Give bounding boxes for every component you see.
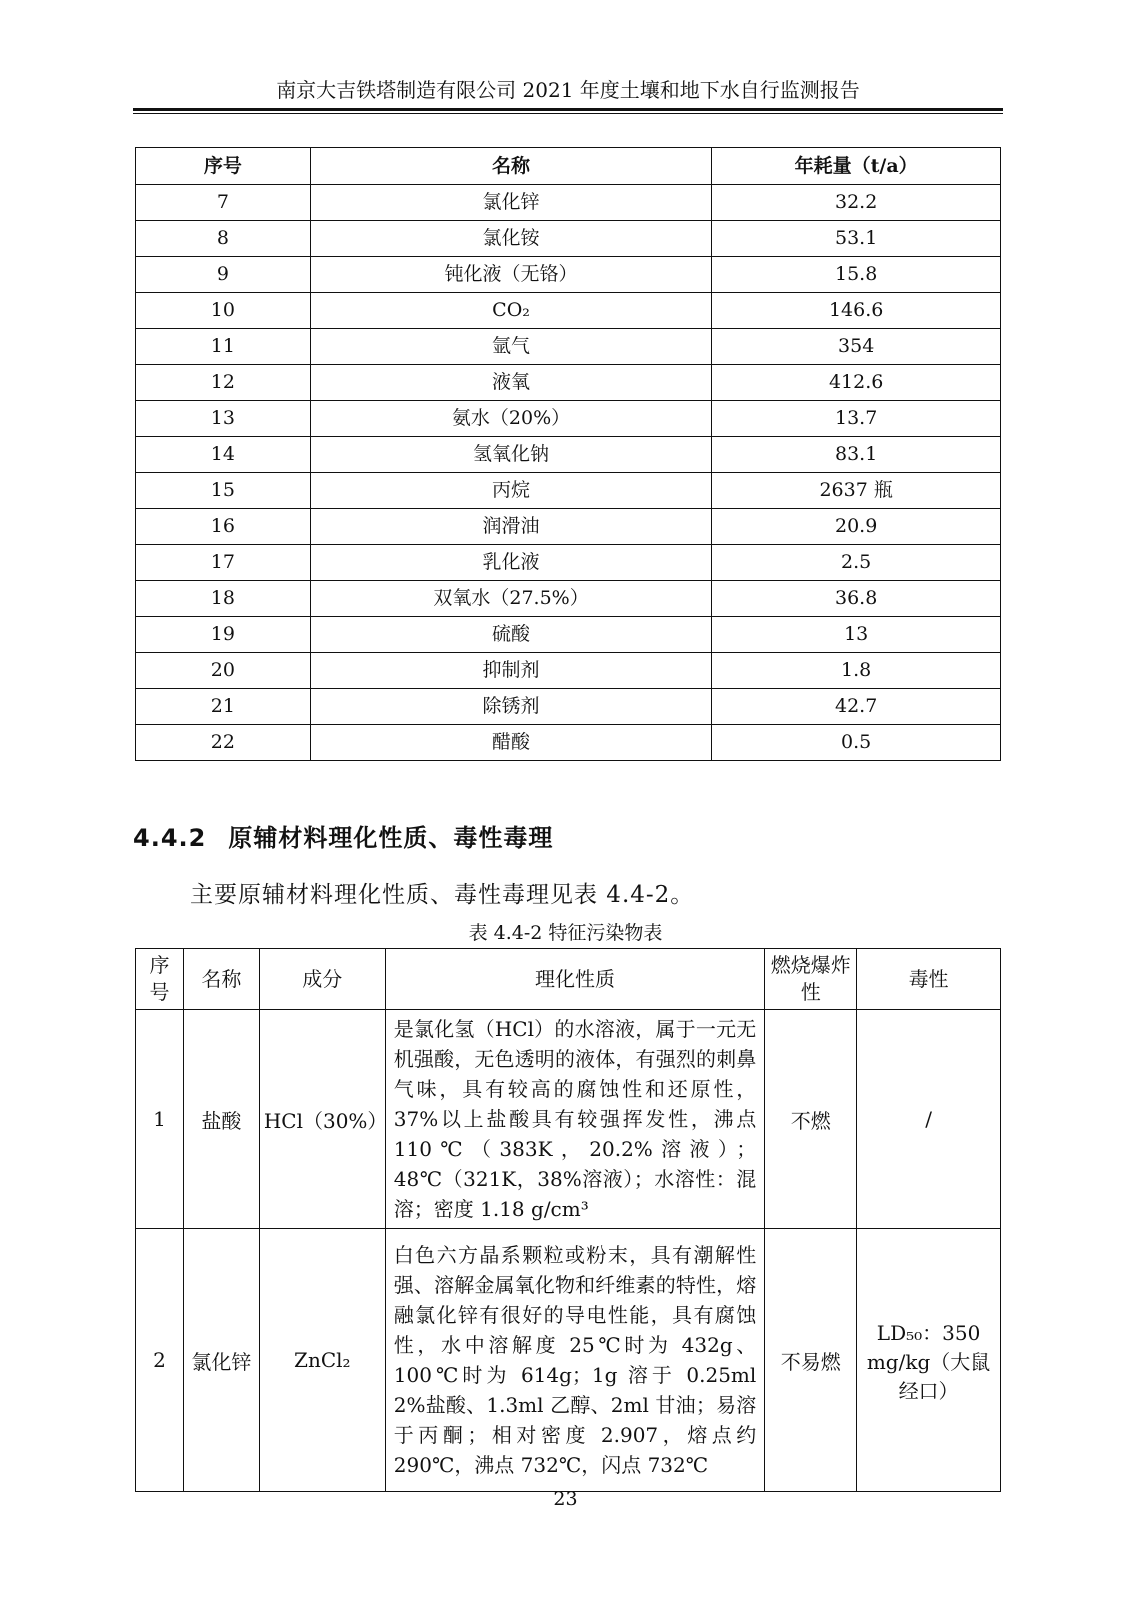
cell-name: 氢氧化钠 <box>310 437 712 473</box>
section-title: 原辅材料理化性质、毒性毒理 <box>228 824 554 852</box>
cell-consumption: 412.6 <box>712 365 1001 401</box>
table-row <box>136 1010 1001 1229</box>
cell-consumption: 354 <box>712 329 1001 365</box>
cell-consumption: 2.5 <box>712 545 1001 581</box>
table-row <box>136 509 1001 545</box>
cell-consumption: 53.1 <box>712 221 1001 257</box>
table-row <box>136 437 1001 473</box>
cell-no: 15 <box>136 473 311 509</box>
cell-consumption: 36.8 <box>712 581 1001 617</box>
body-paragraph: 主要原辅材料理化性质、毒性毒理见表 4.4-2。 <box>190 882 695 908</box>
table-row <box>136 689 1001 725</box>
cell-name: 盐酸 <box>183 1010 259 1229</box>
cell-name: 醋酸 <box>310 725 712 761</box>
cell-name: 液氧 <box>310 365 712 401</box>
table-caption: 表 4.4-2 特征污染物表 <box>468 922 663 944</box>
cell-name: 氯化锌 <box>183 1229 259 1492</box>
cell-no: 14 <box>136 437 311 473</box>
table-row <box>136 257 1001 293</box>
col-header-no: 序号 <box>136 148 311 185</box>
cell-toxicity: / <box>857 1010 1001 1229</box>
cell-consumption: 83.1 <box>712 437 1001 473</box>
cell-component: ZnCl₂ <box>259 1229 385 1492</box>
table-row <box>136 473 1001 509</box>
cell-properties: 是氯化氢（HCl）的水溶液，属于一元无机强酸，无色透明的液体，有强烈的刺鼻气味，具有较高的腐蚀性和还原性，37%以上盐酸具有较强挥发性，沸点 110℃（383K，20.2%溶液）；48℃（321K，38%溶液）；水溶性：混溶；密度 1.18 g/cm³ <box>385 1010 765 1229</box>
table-row <box>136 1229 1001 1492</box>
cell-no: 10 <box>136 293 311 329</box>
page-header: 南京大吉铁塔制造有限公司 2021 年度土壤和地下水自行监测报告 <box>276 78 860 102</box>
section-number: 4.4.2 <box>133 824 207 852</box>
table-row <box>136 617 1001 653</box>
cell-name: 氯化锌 <box>310 185 712 221</box>
consumption-table-body <box>136 185 1001 761</box>
cell-name: 双氧水（27.5%） <box>310 581 712 617</box>
cell-flammability: 不燃 <box>765 1010 857 1229</box>
cell-no: 11 <box>136 329 311 365</box>
table-row <box>136 401 1001 437</box>
header-rule <box>133 108 1003 111</box>
cell-name: 乳化液 <box>310 545 712 581</box>
table-row <box>136 581 1001 617</box>
cell-no: 2 <box>136 1229 184 1492</box>
cell-name: 抑制剂 <box>310 653 712 689</box>
col-header-no: 序号 <box>136 949 184 1010</box>
cell-consumption: 32.2 <box>712 185 1001 221</box>
cell-no: 18 <box>136 581 311 617</box>
cell-toxicity: LD₅₀：350 mg/kg（大鼠经口） <box>857 1229 1001 1492</box>
table-row <box>136 293 1001 329</box>
table-row <box>136 545 1001 581</box>
cell-consumption: 146.6 <box>712 293 1001 329</box>
table-row <box>136 365 1001 401</box>
cell-name: 氯化铵 <box>310 221 712 257</box>
col-header-component: 成分 <box>259 949 385 1010</box>
table-header-row <box>136 949 1001 1010</box>
cell-name: CO₂ <box>310 293 712 329</box>
cell-consumption: 20.9 <box>712 509 1001 545</box>
cell-name: 润滑油 <box>310 509 712 545</box>
cell-consumption: 42.7 <box>712 689 1001 725</box>
col-header-name: 名称 <box>310 148 712 185</box>
table-row <box>136 185 1001 221</box>
cell-consumption: 13 <box>712 617 1001 653</box>
cell-no: 13 <box>136 401 311 437</box>
cell-name: 钝化液（无铬） <box>310 257 712 293</box>
pollutant-table <box>135 948 1001 1492</box>
cell-no: 8 <box>136 221 311 257</box>
cell-no: 21 <box>136 689 311 725</box>
cell-name: 氨水（20%） <box>310 401 712 437</box>
cell-no: 20 <box>136 653 311 689</box>
table-header-row <box>136 148 1001 185</box>
table-row <box>136 221 1001 257</box>
cell-name: 硫酸 <box>310 617 712 653</box>
table-row <box>136 653 1001 689</box>
cell-consumption: 15.8 <box>712 257 1001 293</box>
cell-consumption: 13.7 <box>712 401 1001 437</box>
cell-no: 9 <box>136 257 311 293</box>
cell-consumption: 1.8 <box>712 653 1001 689</box>
cell-consumption: 0.5 <box>712 725 1001 761</box>
cell-no: 12 <box>136 365 311 401</box>
table-row <box>136 725 1001 761</box>
col-header-properties: 理化性质 <box>385 949 765 1010</box>
cell-component: HCl（30%） <box>259 1010 385 1229</box>
cell-flammability: 不易燃 <box>765 1229 857 1492</box>
cell-no: 1 <box>136 1010 184 1229</box>
col-header-flammability: 燃烧爆炸性 <box>765 949 857 1010</box>
cell-properties: 白色六方晶系颗粒或粉末，具有潮解性强、溶解金属氧化物和纤维素的特性，熔融氯化锌有很好的导电性能，具有腐蚀性，水中溶解度 25℃时为 432g、100℃时为 614g；1g 溶于 0.25ml 2%盐酸、1.3ml 乙醇、2ml 甘油；易溶于丙酮；相对密度 2.907，熔点约 290℃，沸点 732℃，闪点 732℃ <box>385 1229 765 1492</box>
table-row <box>136 329 1001 365</box>
cell-no: 17 <box>136 545 311 581</box>
col-header-name: 名称 <box>183 949 259 1010</box>
cell-name: 除锈剂 <box>310 689 712 725</box>
page-number: 23 <box>553 1488 578 1510</box>
consumption-table <box>135 147 1001 761</box>
col-header-consumption: 年耗量（t/a） <box>712 148 1001 185</box>
cell-no: 19 <box>136 617 311 653</box>
cell-consumption: 2637 瓶 <box>712 473 1001 509</box>
cell-no: 16 <box>136 509 311 545</box>
cell-no: 22 <box>136 725 311 761</box>
cell-name: 氩气 <box>310 329 712 365</box>
cell-no: 7 <box>136 185 311 221</box>
section-heading <box>133 818 553 853</box>
cell-name: 丙烷 <box>310 473 712 509</box>
header-rule-thin <box>133 113 1003 114</box>
col-header-toxicity: 毒性 <box>857 949 1001 1010</box>
